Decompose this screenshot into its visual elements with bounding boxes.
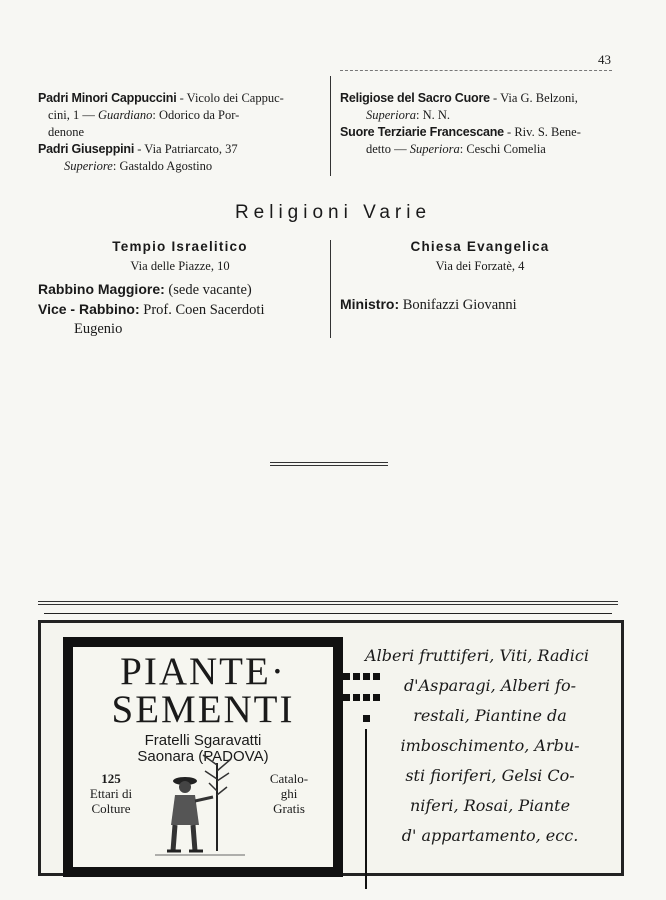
entry-text: denone bbox=[48, 125, 85, 139]
catalog-block bbox=[259, 771, 319, 816]
entry-text: - Riv. S. Bene- bbox=[503, 125, 581, 139]
entry-text: : N. N. bbox=[416, 108, 451, 122]
entry-role: Superiore bbox=[64, 159, 113, 173]
hectares-block bbox=[79, 771, 143, 816]
entry-title: Padri Giuseppini bbox=[38, 142, 135, 156]
ad-text-line: niferi, Rosai, Piante bbox=[409, 796, 571, 815]
ad-text-line: d' appartamento, ecc. bbox=[401, 826, 579, 845]
entry-text: - Via Patriarcato, 37 bbox=[134, 142, 238, 156]
role-label: Rabbino Maggiore: bbox=[38, 281, 165, 297]
ad-text-line: Alberi fruttiferi, Viti, Radici bbox=[365, 646, 589, 665]
role-value: (sede vacante) bbox=[168, 282, 252, 298]
entry-text: : Ceschi Comelia bbox=[459, 142, 546, 156]
entry-text: - Vicolo dei Cappuc- bbox=[176, 91, 284, 105]
ad-text-line: d'Asparagi, Alberi fo- bbox=[403, 676, 577, 695]
cultures-label: Colture bbox=[91, 801, 131, 816]
column-divider bbox=[330, 76, 331, 176]
logo-line1: PIANTE· bbox=[120, 650, 286, 693]
column-divider bbox=[330, 240, 331, 338]
catalog-line1: Catalo- bbox=[269, 771, 309, 786]
logo-line2: SEMENTI bbox=[111, 688, 295, 731]
ad-text-line: imboschimento, Arbu- bbox=[400, 736, 580, 755]
ad-text-line: restali, Piantine da bbox=[413, 706, 567, 725]
hectares-label: Ettari di bbox=[89, 786, 133, 801]
entry-text: : Gastaldo Agostino bbox=[112, 159, 213, 173]
entry-padri-giuseppini bbox=[38, 141, 320, 175]
company-location: Saonara (PADOVA) bbox=[137, 748, 269, 765]
ad-product-list bbox=[341, 641, 613, 851]
role-value: Prof. Coen Sacerdoti bbox=[143, 302, 265, 318]
ministro-row bbox=[340, 296, 517, 314]
entry-role: Guardiano bbox=[98, 108, 153, 122]
entry-padri-minori bbox=[38, 90, 320, 141]
advertisement bbox=[38, 620, 624, 876]
catalog-line2: ghi bbox=[280, 786, 298, 801]
catalog-line3: Gratis bbox=[273, 801, 305, 816]
role-label: Ministro: bbox=[340, 296, 400, 312]
farmer-illustration bbox=[155, 751, 245, 861]
entry-role: Superiora bbox=[366, 108, 416, 122]
entry-suore-terziarie bbox=[340, 124, 625, 158]
entry-role: Superiora bbox=[409, 142, 460, 156]
top-left-column bbox=[38, 90, 320, 175]
sgaravatti-logo bbox=[63, 637, 343, 877]
hectares-number: 125 bbox=[101, 771, 121, 786]
vice-rabbino-name-cont: Eugenio bbox=[74, 321, 123, 337]
top-right-column bbox=[340, 90, 625, 158]
ad-top-rule bbox=[38, 601, 618, 605]
entry-text: : Odorico da Por- bbox=[152, 108, 240, 122]
entry-title: Religiose del Sacro Cuore bbox=[340, 91, 490, 105]
tempio-address: Via delle Piazze, 10 bbox=[130, 259, 230, 273]
entry-text: detto — bbox=[366, 142, 407, 156]
section-end-rule bbox=[270, 462, 388, 466]
section-title: Religioni Varie bbox=[234, 202, 432, 223]
company-name: Fratelli Sgaravatti bbox=[144, 732, 262, 749]
role-value: Bonifazzi Giovanni bbox=[402, 297, 517, 313]
top-divider bbox=[340, 70, 612, 71]
tempio-heading: Tempio Israelitico bbox=[112, 239, 248, 254]
chiesa-heading: Chiesa Evangelica bbox=[410, 239, 550, 254]
role-label: Vice - Rabbino: bbox=[38, 301, 140, 317]
ad-text-line: sti fioriferi, Gelsi Co- bbox=[405, 766, 575, 785]
chiesa-address: Via dei Forzatè, 4 bbox=[435, 259, 525, 273]
page-number: 43 bbox=[598, 52, 611, 67]
entry-religiose bbox=[340, 90, 625, 124]
entry-title: Padri Minori Cappuccini bbox=[38, 91, 177, 105]
entry-title: Suore Terziarie Francescane bbox=[340, 125, 504, 139]
rabbino-maggiore-row bbox=[38, 281, 252, 299]
entry-text: cini, 1 — bbox=[48, 108, 95, 122]
ad-top-thin-rule bbox=[44, 613, 612, 614]
entry-text: - Via G. Belzoni, bbox=[489, 91, 578, 105]
vice-rabbino-row bbox=[38, 301, 265, 319]
